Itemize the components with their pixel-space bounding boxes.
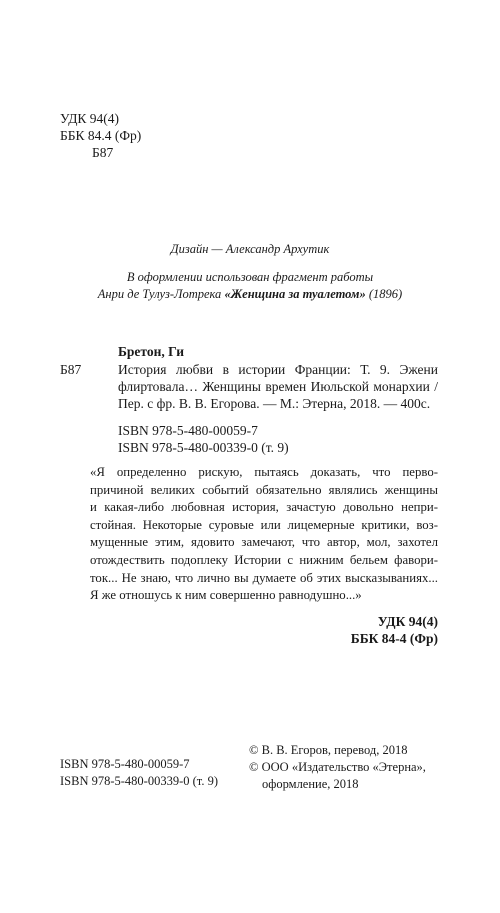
annotation-line: «Я определенно рискую, пытаясь доказать, что перво- [90, 465, 438, 479]
footer-copyright [249, 742, 426, 793]
bbk-code: ББК 84.4 (Фр) [60, 128, 142, 143]
author-mark: Б87 [92, 145, 114, 160]
bottom-udk-code: УДК 94(4) [377, 614, 438, 629]
design-credit: Дизайн — Александр Архутик [170, 242, 330, 256]
catalog-description [118, 361, 438, 412]
bottom-codes [308, 613, 438, 647]
annotation-line: ток... Не знаю, что лично вы думаете об этих высказываниях... [90, 570, 438, 585]
description-line: Пер. с фр. В. В. Егорова. — М.: Этерна, 2018. — 400с. [118, 396, 431, 411]
cover-credit-line2 [0, 286, 500, 303]
bottom-bbk-code: ББК 84-4 (Фр) [350, 631, 438, 646]
annotation-line: причиной великих событий обязательно являлись женщины [90, 482, 438, 497]
footer-isbn [60, 756, 218, 790]
catalog-author: Бретон, Ги [118, 344, 185, 359]
catalog-isbn [118, 422, 289, 456]
annotation-line: и какая-либо любовная история, зачастую довольно непри- [90, 500, 438, 515]
footer-isbn-line: ISBN 978-5-480-00339-0 (т. 9) [60, 774, 218, 788]
top-codes [60, 110, 141, 161]
painting-year: (1896) [365, 287, 403, 301]
isbn-line: ISBN 978-5-480-00339-0 (т. 9) [118, 440, 289, 455]
footer-isbn-line: ISBN 978-5-480-00059-7 [60, 757, 190, 771]
painter-name: Анри де Тулуз-Лотрека [97, 287, 225, 301]
description-line: флиртовала… Женщины времен Июльской монархии / [118, 379, 438, 394]
cover-credit [0, 269, 500, 303]
udk-code: УДК 94(4) [60, 111, 120, 126]
cover-credit-line1: В оформлении использован фрагмент работы [126, 270, 374, 284]
copyright-line: оформление, 2018 [262, 777, 359, 791]
annotation-line: Я же отношусь к ним совершенно равнодушно...» [90, 588, 362, 603]
painting-title: «Женщина за туалетом» [224, 287, 366, 301]
annotation-line: мущенные этим, ядовито замечают, что автор, мол, захотел [90, 535, 438, 550]
copyright-line: © ООО «Издательство «Этерна», [249, 760, 426, 774]
annotation [90, 464, 438, 605]
catalog-author-mark: Б87 [60, 362, 82, 377]
annotation-line: отождествить подоплеку Истории с нижним бельем фавори- [90, 552, 438, 567]
annotation-line: стойная. Некоторые суровые или лицемерные критики, воз- [90, 517, 438, 532]
isbn-line: ISBN 978-5-480-00059-7 [118, 423, 258, 438]
description-line: История любви в истории Франции: Т. 9. Эжени [118, 362, 438, 377]
copyright-line: © В. В. Егоров, перевод, 2018 [249, 743, 408, 757]
